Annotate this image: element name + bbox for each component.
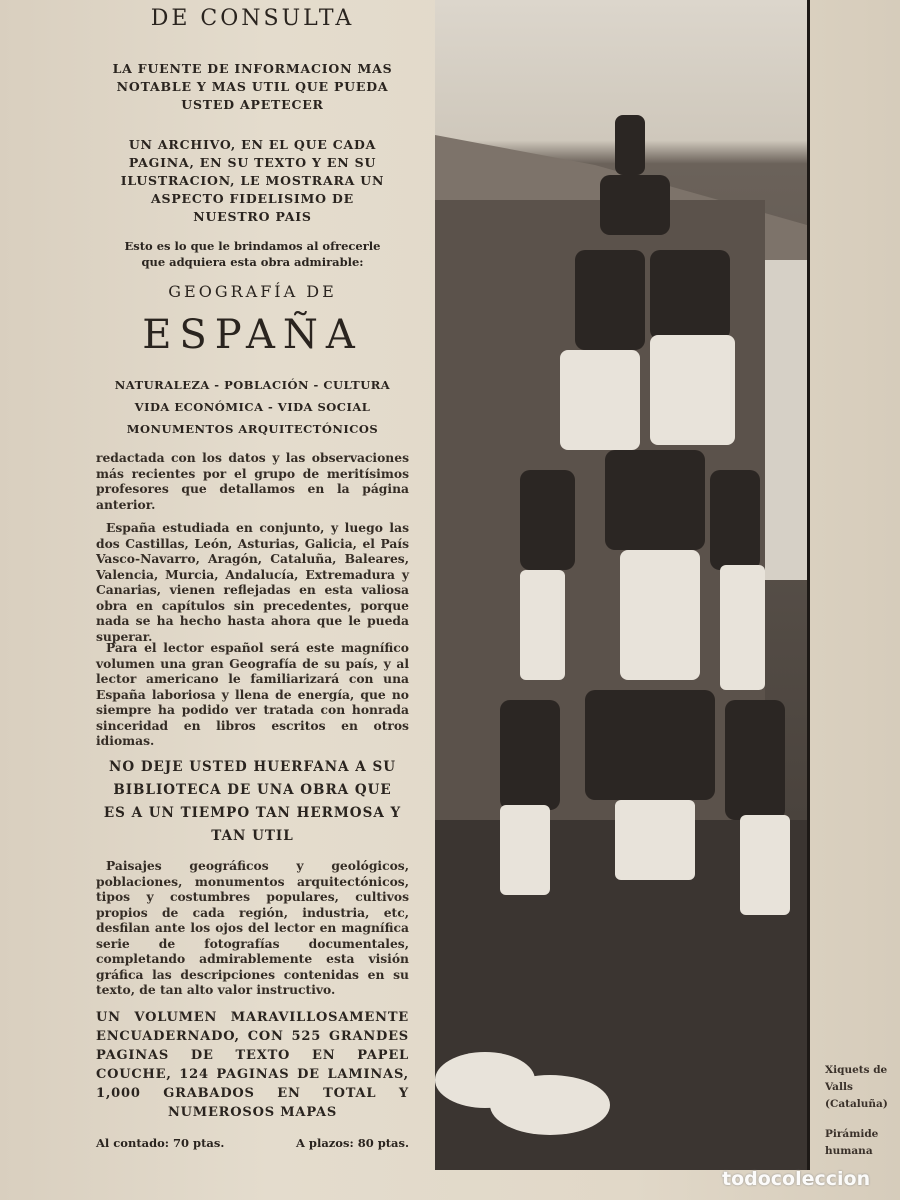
- text-line: Esto es lo que le brindamos al ofrecerle: [124, 239, 381, 253]
- text-line: BIBLIOTECA DE UNA OBRA QUE: [113, 782, 392, 798]
- intro-caps-2: [96, 136, 409, 226]
- appeal-heading: [96, 756, 409, 848]
- text-line: ILUSTRACION, LE MOSTRARA UN: [120, 173, 385, 188]
- text-line: TAN UTIL: [211, 828, 294, 844]
- book-title: ESPAÑA: [142, 312, 363, 358]
- caption-line: (Cataluña): [825, 1098, 888, 1110]
- volume-description: UN VOLUMEN MARAVILLOSAMENTE ENCUADERNADO, CON 525 GRANDES PAGINAS DE TEXTO EN PAPEL COUCHE, 124 PAGINAS DE LAMINAS, 1,000 GRABADOS EN TOTAL Y NUMEROSOS MAPAS: [96, 1010, 409, 1120]
- book-subtitle: GEOGRAFÍA DE: [168, 282, 337, 301]
- watermark: todocoleccion: [722, 1168, 871, 1190]
- caption-line: Pirámide: [825, 1128, 879, 1140]
- intro-small: [96, 238, 409, 270]
- caption-line: Valls: [825, 1081, 853, 1093]
- caption-line: Xiquets de: [825, 1064, 888, 1076]
- photo-caption-location: [825, 1062, 895, 1113]
- photo-caption-subject: [825, 1126, 895, 1160]
- paragraph-photos: Paisajes geográficos y geológicos, poblaciones, monumentos arquitectónicos, tipos y costumbres populares, cultivos propios de cada región, industria, etc, desfilan ante los ojos del lector en magnífica serie de fotografías documentales, completando admirablemente esta visión gráfica las descripciones contenidas en su texto, de tan alto valor instructivo.: [96, 858, 409, 997]
- book-topics: [96, 374, 409, 440]
- topic-line: VIDA ECONÓMICA - VIDA SOCIAL: [134, 400, 371, 414]
- text-line: NO DEJE USTED HUERFANA A SU: [109, 759, 396, 775]
- text-line: ES A UN TIEMPO TAN HERMOSA Y: [103, 805, 402, 821]
- price-line: [96, 1136, 409, 1150]
- topic-line: NATURALEZA - POBLACIÓN - CULTURA: [114, 378, 391, 392]
- text-line: LA FUENTE DE INFORMACION MAS: [112, 61, 393, 76]
- paragraph-readers: Para el lector español será este magnífico volumen una gran Geografía de su país, y al lector americano le familiarizará con una España laboriosa y llena de energía, que no siempre ha podido ver tratada con honrada sinceridad en libros escritos en otros idiomas.: [96, 640, 409, 748]
- text-line: NUESTRO PAIS: [193, 209, 312, 224]
- human-tower-photo: [435, 0, 810, 1170]
- topic-line: MONUMENTOS ARQUITECTÓNICOS: [126, 422, 379, 436]
- price-cash: Al contado: 70 ptas.: [96, 1136, 225, 1150]
- price-installments: A plazos: 80 ptas.: [295, 1136, 409, 1150]
- text-line: UN ARCHIVO, EN EL QUE CADA: [128, 137, 377, 152]
- text-line: PAGINA, EN SU TEXTO Y EN SU: [128, 155, 377, 170]
- text-line: NOTABLE Y MAS UTIL QUE PUEDA: [116, 79, 389, 94]
- sky-shape: [765, 260, 807, 580]
- paragraph-regions: España estudiada en conjunto, y luego las dos Castillas, León, Asturias, Galicia, el País Vasco-Navarro, Aragón, Cataluña, Baleares, Valencia, Murcia, Andalucía, Extremadura y Canarias, vienen reflejadas en esta valiosa obra en capítulos sin precedentes, porque nada se ha hecho hasta ahora que le pueda superar.: [96, 520, 409, 644]
- caption-line: humana: [825, 1145, 873, 1157]
- intro-caps-1: [96, 60, 409, 114]
- text-line: ASPECTO FIDELISIMO DE: [151, 191, 354, 206]
- paragraph-description: redactada con los datos y las observaciones más recientes por el grupo de meritísimos profesores que detallamos en la página anterior.: [96, 450, 409, 512]
- photo-illustration: [435, 0, 807, 1170]
- text-line: que adquiera esta obra admirable:: [141, 255, 364, 269]
- page-title: DE CONSULTA: [150, 6, 355, 31]
- text-line: USTED APETECER: [181, 97, 324, 112]
